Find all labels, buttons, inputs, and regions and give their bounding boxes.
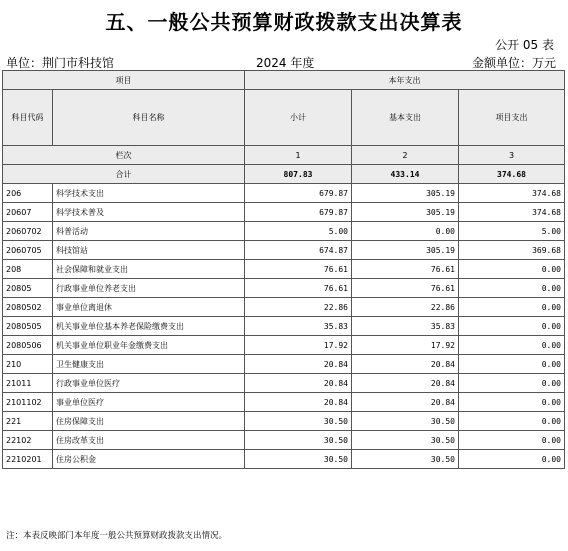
table-row bbox=[3, 203, 565, 222]
row-name: 住房公积金 bbox=[53, 450, 245, 469]
row-basic: 22.86 bbox=[352, 298, 459, 317]
table-row bbox=[3, 355, 565, 374]
row-project: 0.00 bbox=[459, 374, 565, 393]
row-code: 2080502 bbox=[3, 298, 53, 317]
row-subtotal: 30.50 bbox=[245, 431, 352, 450]
total-subtotal: 807.83 bbox=[245, 165, 352, 184]
row-name: 行政事业单位医疗 bbox=[53, 374, 245, 393]
row-code: 221 bbox=[3, 412, 53, 431]
header-row-1 bbox=[3, 71, 565, 90]
row-code: 2080506 bbox=[3, 336, 53, 355]
header-project: 项目 bbox=[3, 71, 245, 90]
table-row bbox=[3, 317, 565, 336]
total-project: 374.68 bbox=[459, 165, 565, 184]
row-code: 2101102 bbox=[3, 393, 53, 412]
row-subtotal: 20.84 bbox=[245, 355, 352, 374]
row-name: 住房改革支出 bbox=[53, 431, 245, 450]
column-index-row bbox=[3, 146, 565, 165]
row-subtotal: 20.84 bbox=[245, 393, 352, 412]
row-subtotal: 17.92 bbox=[245, 336, 352, 355]
row-subtotal: 679.87 bbox=[245, 203, 352, 222]
table-row bbox=[3, 431, 565, 450]
table-row bbox=[3, 298, 565, 317]
row-project: 0.00 bbox=[459, 279, 565, 298]
row-subtotal: 674.87 bbox=[245, 241, 352, 260]
row-name: 科学技术普及 bbox=[53, 203, 245, 222]
table-row bbox=[3, 336, 565, 355]
row-subtotal: 22.86 bbox=[245, 298, 352, 317]
row-name: 事业单位医疗 bbox=[53, 393, 245, 412]
row-name: 科技馆站 bbox=[53, 241, 245, 260]
expenditure-table bbox=[2, 70, 565, 469]
amount-unit-label: 金额单位：万元 bbox=[471, 56, 556, 70]
table-row bbox=[3, 279, 565, 298]
table-row bbox=[3, 260, 565, 279]
row-subtotal: 76.61 bbox=[245, 279, 352, 298]
row-name: 机关事业单位基本养老保险缴费支出 bbox=[53, 317, 245, 336]
total-row bbox=[3, 165, 565, 184]
row-subtotal: 30.50 bbox=[245, 450, 352, 469]
row-basic: 20.84 bbox=[352, 355, 459, 374]
row-basic: 0.00 bbox=[352, 222, 459, 241]
row-basic: 305.19 bbox=[352, 241, 459, 260]
row-name: 机关事业单位职业年金缴费支出 bbox=[53, 336, 245, 355]
row-project: 0.00 bbox=[459, 317, 565, 336]
table-row bbox=[3, 184, 565, 203]
footnote: 注：本表反映部门本年度一般公共预算财政拨款支出情况。 bbox=[6, 531, 228, 541]
row-project: 0.00 bbox=[459, 336, 565, 355]
row-code: 210 bbox=[3, 355, 53, 374]
row-project: 0.00 bbox=[459, 298, 565, 317]
row-name: 科普活动 bbox=[53, 222, 245, 241]
row-name: 社会保障和就业支出 bbox=[53, 260, 245, 279]
form-number: 公开 05 表 bbox=[495, 38, 554, 52]
row-project: 0.00 bbox=[459, 393, 565, 412]
row-basic: 305.19 bbox=[352, 203, 459, 222]
row-code: 20805 bbox=[3, 279, 53, 298]
table-row bbox=[3, 393, 565, 412]
row-name: 住房保障支出 bbox=[53, 412, 245, 431]
table-row bbox=[3, 412, 565, 431]
row-project: 0.00 bbox=[459, 450, 565, 469]
row-basic: 20.84 bbox=[352, 393, 459, 412]
row-project: 0.00 bbox=[459, 355, 565, 374]
row-project: 374.68 bbox=[459, 203, 565, 222]
header-basic: 基本支出 bbox=[352, 90, 459, 146]
row-name: 卫生健康支出 bbox=[53, 355, 245, 374]
row-basic: 30.50 bbox=[352, 431, 459, 450]
unit-label: 单位：荆门市科技馆 bbox=[6, 56, 115, 70]
column-index-1: 1 bbox=[245, 146, 352, 165]
row-code: 22102 bbox=[3, 431, 53, 450]
row-subtotal: 679.87 bbox=[245, 184, 352, 203]
year-label: 2024 年度 bbox=[256, 56, 315, 70]
row-basic: 76.61 bbox=[352, 260, 459, 279]
row-subtotal: 5.00 bbox=[245, 222, 352, 241]
column-index-label: 栏次 bbox=[3, 146, 245, 165]
table-row bbox=[3, 450, 565, 469]
row-project: 0.00 bbox=[459, 260, 565, 279]
header-subtotal: 小计 bbox=[245, 90, 352, 146]
column-index-2: 2 bbox=[352, 146, 459, 165]
row-basic: 76.61 bbox=[352, 279, 459, 298]
row-code: 21011 bbox=[3, 374, 53, 393]
row-project: 0.00 bbox=[459, 412, 565, 431]
page-title: 五、一般公共预算财政拨款支出决算表 bbox=[105, 10, 463, 34]
row-name: 科学技术支出 bbox=[53, 184, 245, 203]
total-label: 合计 bbox=[3, 165, 245, 184]
row-subtotal: 30.50 bbox=[245, 412, 352, 431]
row-code: 2060705 bbox=[3, 241, 53, 260]
row-code: 206 bbox=[3, 184, 53, 203]
table-row bbox=[3, 241, 565, 260]
table-row bbox=[3, 222, 565, 241]
header-project-expenditure: 项目支出 bbox=[459, 90, 565, 146]
row-project: 0.00 bbox=[459, 431, 565, 450]
row-name: 事业单位离退休 bbox=[53, 298, 245, 317]
row-project: 369.68 bbox=[459, 241, 565, 260]
total-basic: 433.14 bbox=[352, 165, 459, 184]
row-basic: 305.19 bbox=[352, 184, 459, 203]
header-row-2 bbox=[3, 90, 565, 146]
row-basic: 30.50 bbox=[352, 450, 459, 469]
row-basic: 20.84 bbox=[352, 374, 459, 393]
row-basic: 35.83 bbox=[352, 317, 459, 336]
row-subtotal: 20.84 bbox=[245, 374, 352, 393]
header-code: 科目代码 bbox=[3, 90, 53, 146]
row-code: 208 bbox=[3, 260, 53, 279]
row-subtotal: 35.83 bbox=[245, 317, 352, 336]
table-row bbox=[3, 374, 565, 393]
row-project: 374.68 bbox=[459, 184, 565, 203]
row-basic: 30.50 bbox=[352, 412, 459, 431]
column-index-3: 3 bbox=[459, 146, 565, 165]
row-basic: 17.92 bbox=[352, 336, 459, 355]
row-name: 行政事业单位养老支出 bbox=[53, 279, 245, 298]
header-name: 科目名称 bbox=[53, 90, 245, 146]
row-code: 20607 bbox=[3, 203, 53, 222]
row-subtotal: 76.61 bbox=[245, 260, 352, 279]
row-code: 2210201 bbox=[3, 450, 53, 469]
row-project: 5.00 bbox=[459, 222, 565, 241]
header-current-year: 本年支出 bbox=[245, 71, 565, 90]
row-code: 2060702 bbox=[3, 222, 53, 241]
row-code: 2080505 bbox=[3, 317, 53, 336]
